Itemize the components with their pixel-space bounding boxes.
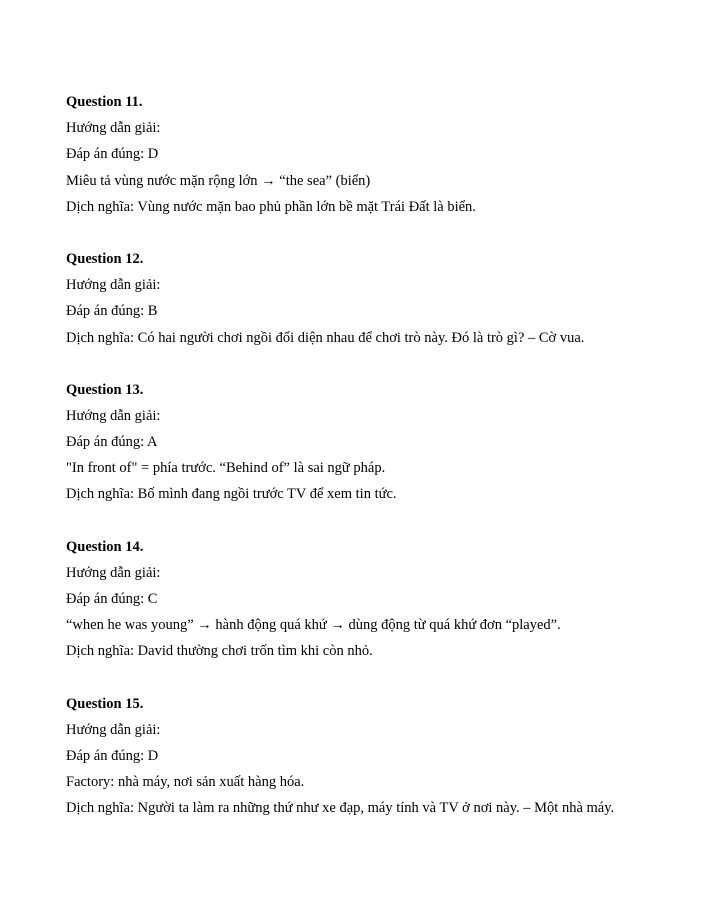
document-page: [66, 89, 696, 848]
correct-answer: Đáp án đúng: B: [66, 303, 158, 320]
translation: Dịch nghĩa: Vùng nước mặn bao phủ phần lớn bề mặt Trái Đất là biển.: [66, 198, 476, 215]
translation: Dịch nghĩa: David thường chơi trốn tìm khi còn nhỏ.: [66, 643, 373, 660]
question-11: [66, 89, 696, 220]
correct-answer: Đáp án đúng: A: [66, 434, 158, 451]
translation: Dịch nghĩa: Có hai người chơi ngồi đối diện nhau để chơi trò này. Đó là trò gì? – Cờ vua.: [66, 329, 585, 346]
question-15: [66, 691, 696, 822]
question-12: [66, 246, 696, 351]
correct-answer: Đáp án đúng: D: [66, 747, 159, 764]
question-title: Question 13.: [66, 381, 144, 398]
correct-answer: Đáp án đúng: C: [66, 591, 158, 607]
guide-label: Hướng dẫn giải:: [66, 120, 161, 137]
translation: Dịch nghĩa: Người ta làm ra những thứ như xe đạp, máy tính và TV ở nơi này. – Một nhà máy.: [66, 800, 615, 817]
question-title: Question 12.: [66, 250, 144, 267]
guide-label: Hướng dẫn giải:: [66, 564, 161, 581]
guide-label: Hướng dẫn giải:: [66, 721, 161, 738]
correct-answer: Đáp án đúng: D: [66, 146, 159, 163]
guide-label: Hướng dẫn giải:: [66, 277, 161, 294]
question-13: [66, 377, 696, 508]
question-title: Question 11.: [66, 94, 143, 110]
question-14: [66, 534, 696, 665]
explanation: Factory: nhà máy, nơi sản xuất hàng hóa.: [66, 774, 305, 791]
explanation: Miêu tả vùng nước mặn rộng lớn → “the sea” (biển): [66, 172, 371, 189]
explanation: “when he was young” → hành động quá khứ → dùng động từ quá khứ đơn “played”.: [66, 617, 561, 634]
guide-label: Hướng dẫn giải:: [66, 407, 161, 424]
explanation: "In front of" = phía trước. “Behind of” là sai ngữ pháp.: [66, 460, 386, 477]
translation: Dịch nghĩa: Bố mình đang ngồi trước TV để xem tin tức.: [66, 486, 397, 503]
question-title: Question 15.: [66, 695, 144, 712]
question-title: Question 14.: [66, 538, 144, 555]
